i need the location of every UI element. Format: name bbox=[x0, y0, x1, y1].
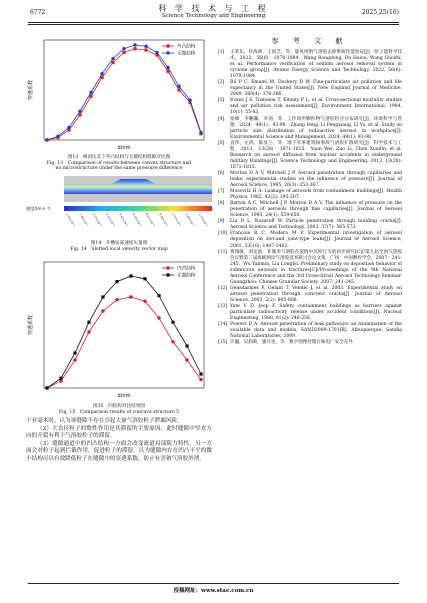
data-point bbox=[56, 135, 59, 138]
data-point bbox=[89, 91, 92, 94]
data-point bbox=[87, 330, 90, 333]
fig14-scale-tick: 1.07×10⁻¹ bbox=[171, 212, 183, 228]
series-line bbox=[47, 297, 201, 388]
reference-item bbox=[218, 171, 402, 189]
data-point bbox=[171, 340, 174, 343]
data-point bbox=[101, 309, 104, 312]
reference-number: [12] bbox=[218, 285, 228, 291]
reference-item bbox=[218, 322, 402, 340]
fig13-caption-en-1: Fig. 13 Comparison of results between convex structure and bbox=[46, 160, 192, 166]
data-point bbox=[157, 316, 160, 319]
fig13-caption-en-2: no microstructure under the same pressure difference bbox=[55, 166, 183, 172]
fig14-scale-tick: 8.07×10⁻² bbox=[144, 212, 156, 228]
reference-item bbox=[218, 80, 402, 98]
reference-item bbox=[218, 231, 402, 249]
data-point bbox=[188, 98, 191, 101]
series-line bbox=[47, 276, 201, 388]
reference-number: [15] bbox=[218, 340, 228, 346]
data-point bbox=[129, 274, 132, 277]
page-header bbox=[0, 0, 427, 30]
reference-text: 袁伟，左鸿，陈显兰，等．地下军事建筑核事故气溶胶扩散研究[J]．科学技术与工程，2013，13(28)：1671-1815．Yuan Wei, Zuo Li, Chen Xianlin, et al. Research on aerosol diffusion from nuclear accidents in underground military Buildings[J]. Science Technology and Engineering, 2013, 13(28): 1671-1815. bbox=[230, 140, 402, 170]
reference-text: Liu D L, Nazaroff W. Particle penetration through building cracks[J]. Aerosol Science and Technology, 2003, 37(7): 565-573. bbox=[230, 219, 402, 231]
data-point bbox=[73, 351, 76, 354]
reference-item bbox=[218, 117, 402, 141]
fig14-scale-tick: 5.42×10⁻² bbox=[118, 212, 130, 228]
reference-number: [3] bbox=[218, 98, 225, 104]
data-point bbox=[199, 378, 202, 381]
reference-text: Bil P C, Emami M, Dockery D W. Fine-particulate air pollution and life expectancy in the United States[J]. New England Journal of Medicine, 2009, 360(4): 376-386. bbox=[230, 80, 402, 98]
reference-number: [4] bbox=[218, 116, 225, 122]
reference-text: Gensdarmes F, Gelain T, Vendel J, et al. 2003. Experimental study on aerosol penetration through concrete cracks[J]. Journal of Aerosol Science, 2003, 2(2): 805-806. bbox=[230, 285, 402, 303]
data-point bbox=[143, 277, 146, 280]
fig14-velocity-map bbox=[26, 176, 212, 238]
fig14-scale-tick: 1.33×10⁻¹ bbox=[197, 212, 209, 228]
data-point bbox=[78, 110, 81, 113]
footer-rule bbox=[28, 583, 399, 584]
reference-number: [5] bbox=[218, 140, 225, 146]
reference-text: 许巍，吴润莉，廖开星，等．数字图像处理在核电厂安全壳外 bbox=[230, 340, 353, 346]
issue-number: 2025,25(16) bbox=[361, 9, 399, 16]
data-point bbox=[129, 295, 132, 298]
data-point bbox=[115, 280, 118, 283]
data-point bbox=[185, 358, 188, 361]
fig14-scale-label: 速度/(m·s⁻¹) bbox=[26, 206, 51, 211]
data-point bbox=[73, 358, 76, 361]
fig14-scale-ticks bbox=[65, 213, 212, 229]
data-point bbox=[155, 51, 158, 54]
fig14-scale-tick: 4.10×10⁻² bbox=[104, 212, 116, 228]
data-point bbox=[133, 43, 136, 46]
data-point bbox=[144, 48, 147, 51]
reference-number: [9] bbox=[218, 219, 225, 225]
reference-text: 王荣东，杜海鸥，王国芝，等．旋风组钠气溶胶去除系统性能验证[J]．原子能科学技术，2022，56(6)：1078-1084．Wang Rongdong, Du Haiou, Wang Guozhi, et al. Performance verification of sodium aerosol removal system in cyclone group[J]. Atomic Energy Science and Technology, 2022, 56(6): 1078-1084. bbox=[230, 50, 402, 80]
reference-number: [1] bbox=[218, 50, 225, 55]
data-point bbox=[111, 57, 114, 60]
data-point bbox=[78, 113, 81, 116]
reference-number: [2] bbox=[218, 80, 225, 86]
data-point bbox=[101, 295, 104, 298]
reference-item bbox=[218, 141, 402, 171]
reference-text: 张峰，李鹏瀚，李翎，等．工作场所颗粒物气溶胶粒径分布研究[J]．环境科学与管理，2024，49(1)：93-98．Zhang Feng, Li Pengxiang, Li Yu, et al. Study on particle size distribution of radioactive aerosol in workplace[J]. Environmental Science and Management, 2024, 49(1): 93-98. bbox=[230, 116, 402, 140]
journal-subtitle: Science Technology and Engineering bbox=[161, 13, 266, 19]
reference-number: [10] bbox=[218, 231, 228, 237]
reference-text: Mosovitz H A. Leakage of aerosols from containment buildings[J]. Health Physics, 1982, 42(2): 195-207. bbox=[230, 189, 402, 201]
data-point bbox=[144, 45, 147, 48]
data-point bbox=[157, 294, 160, 297]
data-point bbox=[133, 47, 136, 50]
fig14-caption bbox=[26, 241, 212, 252]
references-list bbox=[218, 50, 402, 346]
data-point bbox=[185, 344, 188, 347]
legend-label: 无微结构 bbox=[177, 273, 196, 279]
reference-number: [8] bbox=[218, 201, 225, 207]
reference-text: Yate V D, Jeop F. Safety containment buildings as barriers against particulate radioactivity release under accident conditions[J]. Nuclear Engineering, 1988, 81(2): 246-256. bbox=[230, 303, 402, 322]
references-column bbox=[218, 34, 402, 346]
data-point bbox=[59, 377, 62, 380]
legend-marker bbox=[166, 51, 169, 54]
page-number: 6772 bbox=[30, 9, 46, 16]
fig13-caption bbox=[26, 155, 212, 172]
reference-text: 黄翔敏，刘龙波．亚微米气溶胶在裂缝中沉积行为的初步研究[C]//第九届全国气溶胶会议暨第三届海峡两岸气溶胶技术研讨会论文集．广州：中国颗粒学会，2007：241-245．Wu Yanmin, Liu Longbo. Preliminary study on deposition behavior of submicron aerosols in fractures[C]//Proceedings of the 9th National Aerosol Conference and the 3rd Cross-Strait Aerosol Technology Seminar. Guangzhou: Chinese Granular Society, 2007: 241-245. bbox=[230, 249, 402, 285]
fig14-color-scale bbox=[64, 206, 212, 211]
series-line bbox=[47, 45, 201, 140]
journal-title: 科 学 技 术 与 工 程 bbox=[158, 4, 269, 13]
data-point bbox=[115, 298, 118, 301]
body-paragraph-1: 于亚毫米时，认为该缝隙不存在引起大量气溶胶粒子泄漏风险。 bbox=[26, 418, 183, 424]
data-point bbox=[177, 85, 180, 88]
plot-frame bbox=[44, 262, 204, 388]
x-axis-label: d/nm bbox=[117, 145, 131, 151]
fig14-scale-tick: 1.20×10⁻¹ bbox=[184, 212, 196, 228]
fig14-caption-en: Fig. 14 Slotted local velocity vector map bbox=[70, 246, 168, 252]
footer-url: 投稿网址：www.stae.com.cn bbox=[173, 588, 254, 594]
fig15-chart bbox=[26, 256, 212, 402]
reference-item bbox=[218, 98, 402, 116]
reference-item bbox=[218, 50, 402, 80]
reference-number: [6] bbox=[218, 170, 225, 176]
reference-text: Powers D A. Aerosol penetration of leak pathways: an examination of the available data and models, SAND2009-1701[R]. Albuquerque: Sandia National Laboratories, 2009. bbox=[230, 322, 402, 340]
fig15-caption-cn: 图15 凹结构对比结果图 bbox=[93, 404, 145, 409]
header-rule-thin bbox=[28, 24, 399, 25]
fig14-scale-tick: 9.39×10⁻² bbox=[158, 212, 169, 228]
reference-text: Evans J S, Tosteson T, Kinney P L, et al. Cross-sectional mortality studies and air pollution risk assessment[J]. Environment International, 1984, 10(1): 55-83. bbox=[230, 98, 402, 116]
data-point bbox=[122, 51, 125, 54]
data-point bbox=[67, 126, 70, 129]
data-point bbox=[87, 321, 90, 324]
reference-item bbox=[218, 286, 402, 304]
data-point bbox=[100, 72, 103, 75]
fig14-scale-tick: 1.45×10⁻³ bbox=[78, 212, 90, 228]
legend-label: 外凸结构 bbox=[177, 44, 196, 50]
fig14-scale-tick bbox=[211, 213, 212, 228]
fig13-caption-cn: 图13 相同压差下外凸结构与无微结构缝隙对比图 bbox=[67, 155, 171, 160]
reference-item bbox=[218, 340, 402, 346]
reference-text: Morton D A V, Mitchell J P. Aerosol penetration through capillaries and leaks: experimental studies on the influence of pressure[J]. Journal of Aerosol Science, 1995, 26(3): 353-367. bbox=[230, 170, 402, 189]
body-paragraph-3: （3）缝隙通道中的凹凸结构一方面会改变流道局部阻力特性，另一方面会对粒子起到拦截作用，促进粒子的滞留，认为缝隙内存在凹凸不平的微小结构可以有效降低粒子在缝隙中的穿透系数，防止有害钠气溶胶外泄。 bbox=[26, 440, 212, 462]
data-point bbox=[59, 379, 62, 382]
fig14-scale-tick: 2.77×10⁻² bbox=[91, 212, 103, 228]
data-point bbox=[122, 47, 125, 50]
x-axis-label: d/nm bbox=[117, 393, 131, 399]
reference-item bbox=[218, 219, 402, 231]
fig14-scale-tick: 6.75×10⁻² bbox=[131, 212, 143, 228]
reference-number: [14] bbox=[218, 322, 228, 328]
data-point bbox=[166, 66, 169, 69]
data-point bbox=[171, 321, 174, 324]
reference-number: [7] bbox=[218, 189, 225, 195]
legend-marker bbox=[167, 44, 170, 47]
data-point bbox=[111, 61, 114, 64]
reference-text: François R C, Modera M P. Experimental investigation of aerosol deposition on slot-and joint-type leaks[J]. Journal of Aerosol Science, 2001, 33(10): 1447-1462. bbox=[230, 231, 402, 249]
fig15-caption bbox=[26, 404, 212, 415]
reference-item bbox=[218, 304, 402, 322]
reference-item bbox=[218, 250, 402, 286]
fig14-scale-tick: 1.25×10⁻⁴ bbox=[65, 212, 76, 228]
reference-text: Barton A C, Mitchell J P, Morton D A V. The influence of pressure on the penetration of aerosols through fine capillaries[J]. Journal of Aerosol Science, 1993, 24(1): 559-650. bbox=[230, 201, 402, 219]
legend-marker bbox=[166, 266, 169, 269]
data-point bbox=[199, 372, 202, 375]
body-text bbox=[26, 418, 212, 464]
data-point bbox=[45, 138, 48, 141]
reference-item bbox=[218, 201, 402, 219]
data-point bbox=[177, 88, 180, 91]
data-point bbox=[199, 131, 202, 134]
reference-number: [11] bbox=[218, 249, 228, 255]
reference-item bbox=[218, 189, 402, 201]
y-axis-label: 穿透系数 bbox=[28, 79, 34, 101]
header-rule bbox=[28, 22, 399, 23]
fig15-caption-en: Fig. 15 Comparison results of concave structure 5 bbox=[58, 409, 180, 415]
legend-marker bbox=[167, 273, 170, 276]
body-paragraph-2: （2）大直径粒子的惯性作用是其滞留的主要原因，此时缝隙中竖直方向的开裂有利于气溶胶粒子的滞留。 bbox=[26, 425, 212, 440]
reference-number: [13] bbox=[218, 303, 228, 309]
y-axis-label: 穿透系数 bbox=[28, 314, 34, 336]
legend-label: 内凹结构 bbox=[177, 266, 196, 272]
fig14-caption-cn: 图14 开槽局部速度矢量图 bbox=[90, 241, 148, 246]
data-point bbox=[45, 386, 48, 389]
fig13-chart bbox=[26, 34, 212, 152]
references-heading: 参 考 文 献 bbox=[271, 37, 349, 45]
data-point bbox=[143, 300, 146, 303]
legend-label: 无微结构 bbox=[177, 51, 196, 57]
